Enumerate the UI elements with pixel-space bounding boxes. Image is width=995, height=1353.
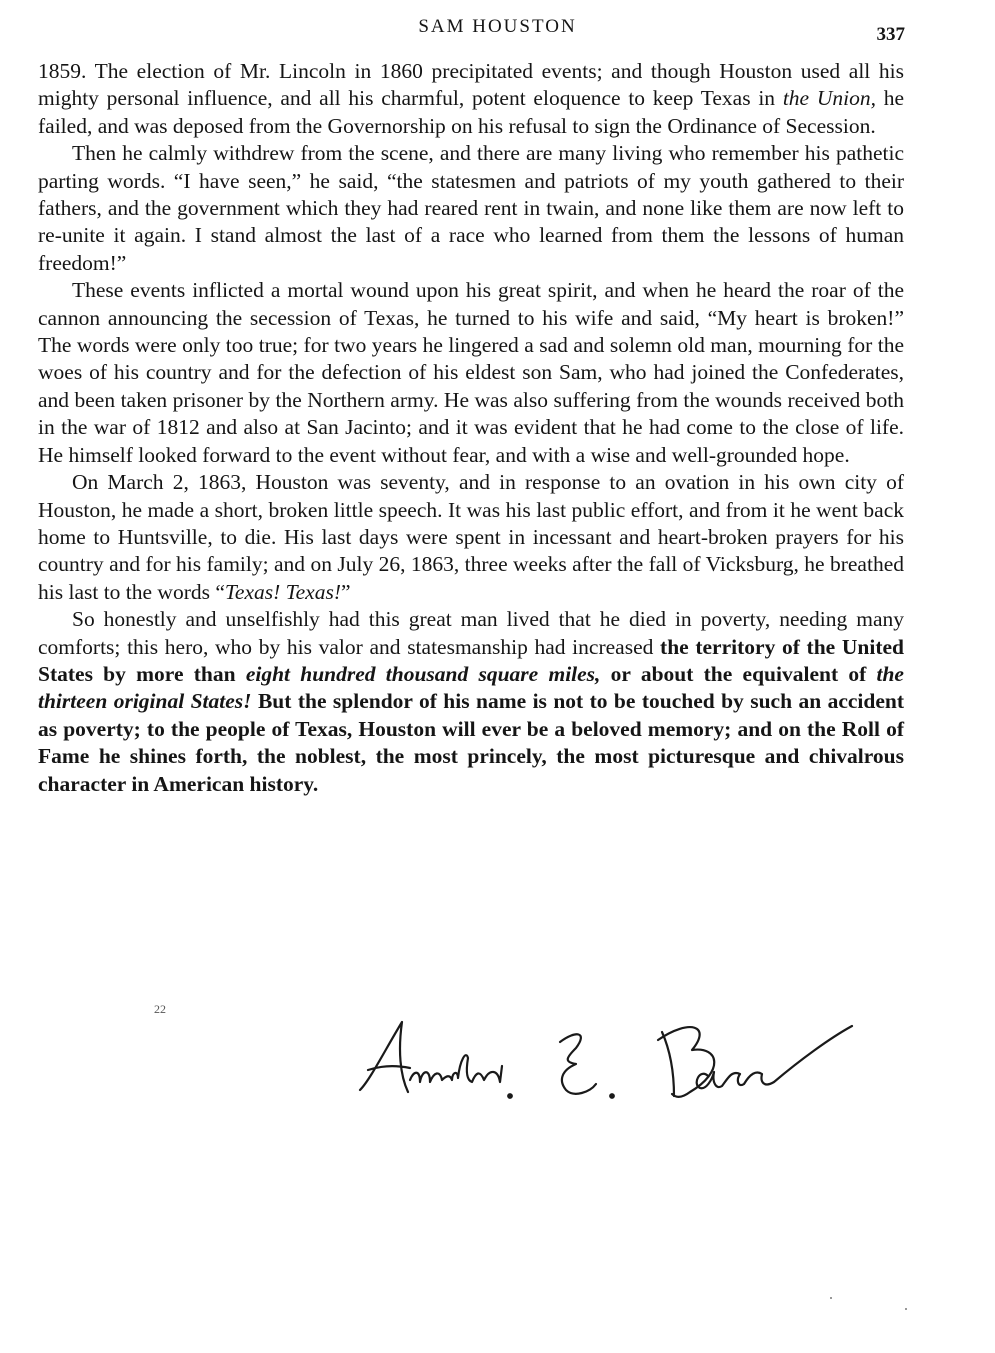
paragraph-3: These events inflicted a mortal wound upon his great spirit, and when he heard the roar of the cannon announcing the secession of Texas, he turned to his wife and said, “My heart is broken!” The words were only too true; for two years he lingered a sad and solemn old man, mourning for the woes of his country and for the defection of his eldest son Sam, who had joined the Confederates, and been taken prisoner by the Northern army. He was also suffering from the wounds received both in the war of 1812 and also at San Jacinto; and it was evident that he had come to the close of life. He himself looked forward to the event without fear, and with a wise and well-grounded hope. [38, 278, 904, 467]
page-number: 337 [876, 24, 905, 45]
handwritten-signature [340, 1010, 880, 1125]
speck [905, 1308, 907, 1310]
paragraph-5: So honestly and unselfishly had this great man lived that he died in poverty, needing many comforts; this hero, who by his valor and statesmanship had increased the territory of the United States by more than eight hundred thousand square miles, or about the equivalent of the thirteen original States! But the splendor of his name is not to be touched by such an accident as poverty; to the people of Texas, Houston will ever be a beloved memory; and on the Roll of Fame he shines forth, the noblest, the most princely, the most picturesque and chivalrous character in American history. [38, 607, 905, 796]
running-head: SAM HOUSTON [418, 16, 577, 37]
speck [830, 1297, 832, 1299]
paragraph-4: On March 2, 1863, Houston was seventy, and in response to an ovation in his own city of Houston, he made a short, broken little speech. It was his last public effort, and from it he went back home to Huntsville, to die. His last days were spent in incessant and heart-broken prayers for his country and for his family; and on July 26, 1863, three weeks after the fall of Vicksburg, he breathed his last to the words “Texas! Texas!” [38, 470, 904, 604]
signature-mark: 22 [154, 1002, 166, 1016]
paragraph-1: 1859. The election of Mr. Lincoln in 1860 precipitated events; and though Houston used all his mighty personal influence, and all his charmful, potent eloquence to keep Texas in the Union, he failed, and was deposed from the Governorship on his refusal to sign the Ordinance of Secession. [38, 59, 904, 138]
body-text [38, 58, 904, 798]
paragraph-2: Then he calmly withdrew from the scene, and there are many living who remember his pathetic parting words. “I have seen,” he said, “the statesmen and patriots of my youth gathered to their fathers, and the government which they had reared rent in twain, and none like them are now left to re-unite it again. I stand almost the last of a race who learned from them the lessons of human freedom!” [38, 141, 904, 275]
